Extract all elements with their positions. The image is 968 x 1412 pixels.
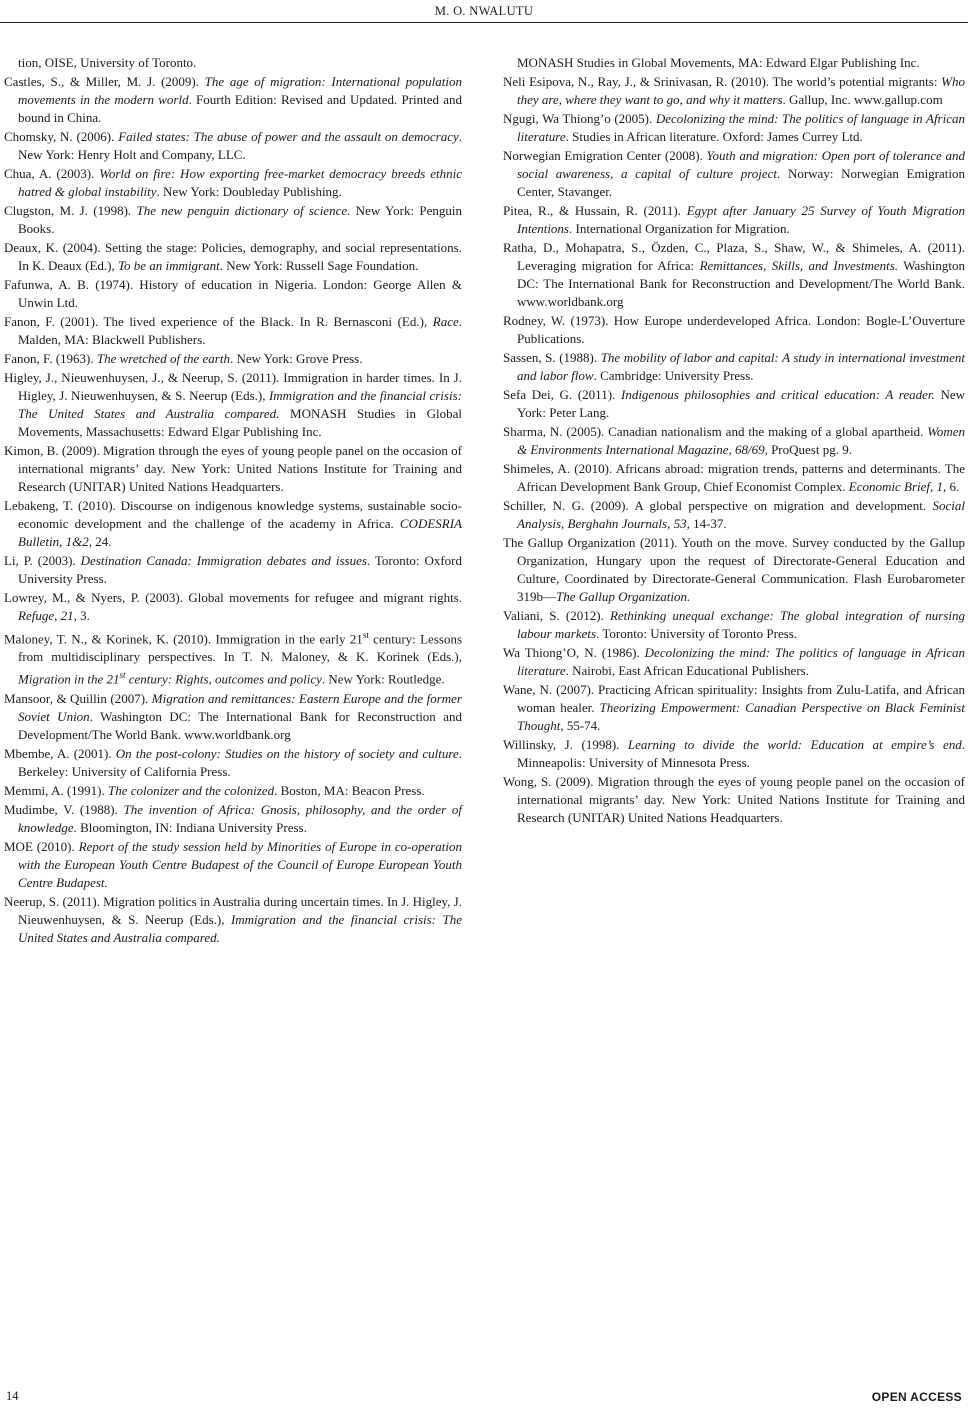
reference-title: The Gallup Organization. [556,589,691,604]
reference-text: Valiani, S. (2012). [503,608,610,623]
reference-text: Neerup, S. (2011). Migration politics in Australia during uncertain times. In J. Higley, J. Nieuwenhuysen, & S. Neerup (Eds.), [4,893,462,927]
reference-title: century: Rights, outcomes and policy [125,671,322,687]
reference-text: Chua, A. (2003). [4,166,100,181]
reference-title: The new penguin dictionary of science. [136,203,351,218]
reference-title: The invention of Africa: Gnosis, philosophy, and the order of knowledge. [18,801,462,835]
reference-continuation [503,54,965,72]
reference-entry [4,165,462,201]
reference-entry [4,497,462,551]
reference-text: . New York: Routledge. [321,671,445,687]
reference-text: . Fourth Edition: Revised and Updated. Printed and bound in China. [18,92,462,125]
reference-text: Ratha, D., Mohapatra, S., Özden, C., Plaza, S., Shaw, W., & Shimeles, A. (2011). Leveraging migration for Africa: [503,240,965,273]
reference-text: Pitea, R., & Hussain, R. (2011). [503,203,687,218]
reference-text: . Toronto: Oxford University Press. [18,553,463,586]
reference-text: . New York: Henry Holt and Company, LLC. [18,129,463,162]
reference-text: . International Organization for Migration. [569,221,790,236]
reference-text: Higley, J., Nieuwenhuysen, J., & Neerup, S. (2011). Immigration in harder times. In J. Higley, J. Nieuwenhuysen, & S. Neerup (Eds.), [4,370,462,403]
reference-entry [503,349,965,385]
reference-title: To be an immigrant [118,258,220,273]
reference-text: MONASH Studies in Global Movements, Massachusetts: Edward Elgar Publishing Inc. [18,406,462,439]
reference-text: . Nairobi, East African Educational Publishers. [565,663,809,678]
reference-text: . Washington DC: The International Bank for Reconstruction and Development/The World Bank. www.worldbank.org [18,708,462,742]
reference-text: Wa Thiong’O, N. (1986). [503,645,645,660]
reference-text: Mudimbe, V. (1988). [4,801,124,817]
reference-text: . New York: Doubleday Publishing. [156,184,342,199]
reference-entry [503,423,965,459]
reference-text: st [362,630,369,640]
reference-entry [4,276,462,312]
reference-entry [503,497,965,533]
reference-entry [4,782,462,800]
reference-entry [4,589,462,625]
reference-text: Schiller, N. G. (2009). A global perspective on migration and development. [503,498,933,513]
reference-title: Destination Canada: Immigration debates and issues [80,553,367,568]
reference-title: Youth and migration: Open port of tolerance and social awareness, a capital of culture project [517,148,965,181]
reference-text: Mansoor, & Quillin (2007). [4,690,152,706]
reference-entry [4,626,462,689]
reference-text: Fafunwa, A. B. (1974). History of education in Nigeria. London: George Allen & Unwin Ltd. [4,277,462,310]
reference-entry [4,745,462,781]
reference-text: century: Lessons from multidisciplinary perspectives. In T. N. Maloney, & K. Korinek (Eds.), [18,631,463,665]
reference-entry [4,202,462,238]
reference-title: Failed states: The abuse of power and the assault on democracy [118,129,459,144]
reference-text: . New York: Grove Press. [229,351,363,366]
reference-title: World on fire: How exporting free-market democracy breeds ethnic hatred & global instability [18,166,462,199]
reference-text: MOE (2010). [4,838,79,854]
reference-text: Ngugi, Wa Thiong’o (2005). [503,111,656,126]
reference-entry [503,644,965,680]
reference-text: Mbembe, A. (2001). [4,745,116,761]
reference-text: Sassen, S. (1988). [503,350,601,365]
reference-text: . Toronto: University of Toronto Press. [596,626,798,641]
reference-title: Immigration and the financial crisis: The United States and Australia compared. [18,911,462,945]
reference-entry [4,239,462,275]
reference-title: The age of migration: International population movements in the modern world [18,74,462,107]
reference-entry [503,607,965,643]
reference-entry [4,893,462,947]
reference-title: Race [432,314,459,329]
reference-entry [503,202,965,238]
reference-entry [503,239,965,311]
running-head: M. O. NWALUTU [434,4,534,18]
open-access-label: OPEN ACCESS [871,1390,962,1404]
reference-title: Immigration and the financial crisis: The United States and Australia compared. [18,388,462,421]
reference-text: Clugston, M. J. (1998). [4,203,137,218]
reference-text: Rodney, W. (1973). How Europe underdeveloped Africa. London: Bogle-L’Ouverture Publications. [503,313,965,346]
page-number: 14 [6,1389,19,1403]
reference-text: Wong, S. (2009). Migration through the eyes of young people panel on the occasion of international migrants’ day. New York: United Nations Institute for Training and Research (UNITAR) United Nations Headquarters. [503,774,965,825]
reference-text: Shimeles, A. (2010). Africans abroad: migration trends, patterns and determinants. The African Development Bank Group, Chief Economist Complex. [503,461,965,494]
reference-text: Fanon, F. (1963). [4,351,97,366]
reference-text: . Cambridge: University Press. [593,368,754,383]
reference-text: 6. [946,479,960,494]
reference-text: ProQuest pg. 9. [767,442,852,457]
reference-title: Remittances, Skills, and Investments. [699,258,899,273]
reference-entry [4,801,462,837]
reference-entry [4,690,462,744]
reference-text: Kimon, B. (2009). Migration through the eyes of young people panel on the occasion of international migrants’ day. New York: United Nations Institute for Training and Research (UNITAR) United Nations Headquarters. [4,443,462,494]
reference-text: . Minneapolis: University of Minnesota Press. [517,737,965,770]
reference-title: Refuge, 21, [18,608,77,623]
reference-text: New York: Peter Lang. [517,387,966,420]
reference-text: . Studies in African literature. Oxford: James Currey Ltd. [565,129,863,144]
reference-text: Sefa Dei, G. (2011). [503,387,621,402]
reference-title: Learning to divide the world: Education at empire’s end [627,737,962,752]
reference-entry [503,534,965,606]
reference-entry [503,386,965,422]
reference-title: On the post-colony: Studies on the history of society and culture [115,745,459,761]
reference-text: tion, OISE, University of Toronto. [18,55,197,70]
reference-text: Bloomington, IN: Indiana University Press. [76,819,307,835]
reference-text: Wane, N. (2007). Practicing African spirituality: Insights from Zulu-Latifa, and African woman healer. [503,682,965,715]
reference-entry [503,736,965,772]
reference-entry [503,73,965,109]
reference-entry [4,369,462,441]
reference-entry [4,313,462,349]
reference-entry [503,312,965,348]
reference-title: Migration in the 21 [18,671,120,687]
reference-title: Egypt after January 25 Survey of Youth Migration Intentions [517,203,965,236]
reference-text: Fanon, F. (2001). The lived experience of the Black. In R. Bernasconi (Ed.), [4,314,433,329]
reference-text: Neli Esipova, N., Ray, J., & Srinivasan, R. (2010). The world’s potential migrants: [503,74,942,89]
reference-text: . New York: Russell Sage Foundation. [219,258,419,273]
reference-entry [503,110,965,146]
reference-text: Maloney, T. N., & Korinek, K. (2010). Immigration in the early 21 [4,631,363,647]
reference-column-left [4,54,462,948]
reference-text: Washington DC: The International Bank for Reconstruction and Development/The World Bank. www.worldbank.org [517,258,965,309]
reference-title: Migration and remittances: Eastern Europe and the former Soviet Union [18,690,462,724]
reference-text: . Berkeley: University of California Press. [18,745,462,779]
reference-text: , 55-74. [560,718,601,733]
reference-title: Decolonizing the mind: The politics of language in African literature [517,645,965,678]
reference-text: Chomsky, N. (2006). [4,129,119,144]
header-rule [0,22,968,23]
reference-text: Memmi, A. (1991). [4,782,108,798]
reference-title: Theorizing Empowerment: Canadian Perspective on Black Feminist Thought [517,700,965,733]
reference-entry [4,442,462,496]
reference-title: Rethinking unequal exchange: The global integration of nursing labour markets [517,608,965,641]
reference-text: . Malden, MA: Blackwell Publishers. [18,314,462,347]
reference-text: MONASH Studies in Global Movements, MA: Edward Elgar Publishing Inc. [517,55,920,70]
reference-text: . Norway: Norwegian Emigration Center, Stavanger. [517,166,965,199]
reference-text: Lowrey, M., & Nyers, P. (2003). Global movements for refugee and migrant rights. [4,590,462,605]
reference-text: . Gallup, Inc. www.gallup.com [782,92,943,107]
reference-title: Who they are, where they want to go, and why it matters [517,74,965,107]
reference-title: The wretched of the earth [96,351,230,366]
reference-title: Economic Brief, 1, [848,479,947,494]
reference-text: , 24. [88,534,112,549]
reference-title: Decolonizing the mind: The politics of language in African literature [517,111,965,144]
reference-title: The colonizer and the colonized [108,782,275,798]
reference-title: Indigenous philosophies and critical education: A reader. [620,387,935,402]
reference-text: Sharma, N. (2005). Canadian nationalism and the making of a global apartheid. [503,424,928,439]
reference-text: Castles, S., & Miller, M. J. (2009). [4,74,205,89]
reference-text: 3. [76,608,90,623]
reference-text: Norwegian Emigration Center (2008). [503,148,707,163]
reference-title: Report of the study session held by Minorities of Europe in co-operation with the European Youth Centre Budapest of the Council of Europe European Youth Centre Budapest. [18,838,463,890]
reference-entry [503,147,965,201]
reference-text: Li, P. (2003). [4,553,81,568]
reference-text: New York: Penguin Books. [18,203,462,236]
reference-text: 14-37. [689,516,727,531]
reference-title: CODESRIA Bulletin, 1&2 [18,516,462,549]
reference-text: Willinsky, J. (1998). [503,737,628,752]
reference-continuation [4,54,462,72]
reference-title: The mobility of labor and capital: A study in international investment and labor flow [517,350,966,383]
reference-entry [503,773,965,827]
reference-title: Social Analysis, Berghahn Journals, 53, [517,498,965,531]
reference-title: Women & Environments International Magazine, 68/69, [517,424,965,457]
reference-text: The Gallup Organization (2011). Youth on the move. Survey conducted by the Gallup Organization, Hungary upon the request of Directorate-General Education and Culture, Coordinated by Directorate-General Communication. Flash Eurobarometer 319b— [503,535,965,604]
reference-entry [4,838,462,892]
reference-entry [4,350,462,368]
reference-title: st [119,670,126,681]
reference-column-right [503,54,965,828]
reference-text: Lebakeng, T. (2010). Discourse on indigenous knowledge systems, sustainable socio-economic development and the challenge of the academy in Africa. [4,498,462,531]
reference-entry [503,460,965,496]
reference-entry [4,128,462,164]
reference-text: Deaux, K. (2004). Setting the stage: Policies, demography, and social representations. In K. Deaux (Ed.), [4,240,462,273]
reference-entry [4,552,462,588]
reference-entry [4,73,462,127]
reference-text: . Boston, MA: Beacon Press. [274,782,425,798]
reference-entry [503,681,965,735]
